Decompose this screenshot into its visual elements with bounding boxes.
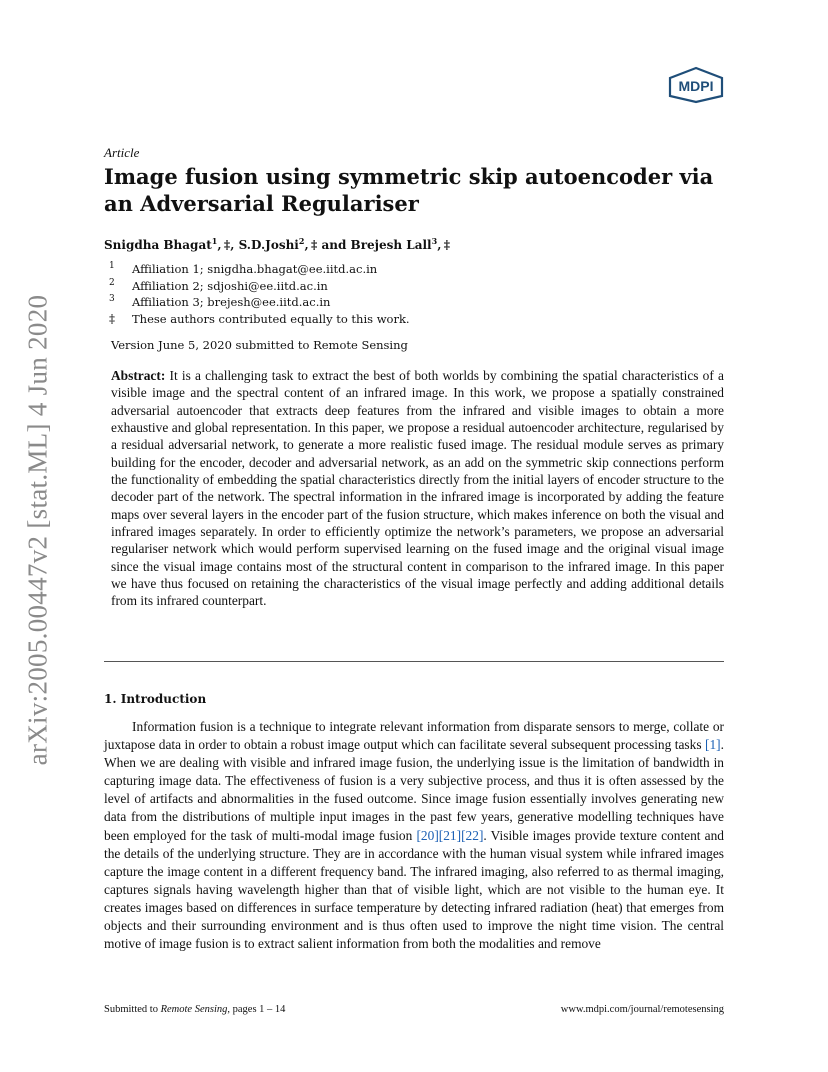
author-affil-number: 1 — [211, 236, 218, 246]
author-name: Snigdha Bhagat — [104, 238, 212, 252]
citation-link[interactable]: [1] — [705, 737, 721, 753]
paragraph-text: . Visible images provide texture content and the details of the underlying structure. They are in accordance with the human visual system while infrared images capture the image content in a different frequency band. The infrared imaging, also referred to as thermal imaging, captures signals having wavelength higher than that of visible light, which are not visible to the human eye. It creates images based on differences in surface temperature by detecting infrared radiation (heat) that emerges from objects and their surrounding environment and is thus often used to improve the night time vision. The central motive of image fusion is to extract salient information from both the modalities and remove — [104, 827, 725, 952]
citation-link[interactable]: [20] — [416, 827, 439, 843]
footer-submission-info — [104, 1004, 285, 1015]
author-affil-number: 2 — [298, 236, 305, 246]
author-name: S.D.Joshi — [238, 238, 299, 252]
mdpi-logo — [666, 66, 726, 104]
abstract — [111, 367, 724, 610]
footer-pages: , pages 1 – 14 — [227, 1004, 286, 1015]
affiliation-item — [104, 278, 410, 295]
author-separator: , ‡ — [437, 238, 451, 252]
paragraph-text: . When we are dealing with visible and infrared image fusion, the underlying issue is the limitation of bandwidth in capturing image data. The effectiveness of fusion is a very subjective process, and thus it is often assessed by the level of artifacts and abnormalities in the fused outcome. Since image fusion essentially involves generating new data from the distributions of multiple input images in the past few years, generative modelling techniques have been employed for the task of multi-modal image fusion — [104, 737, 724, 843]
svg-text:MDPI: MDPI — [678, 78, 714, 94]
affiliation-text: Affiliation 1; snigdha.bhagat@ee.iitd.ac.in — [132, 262, 378, 276]
footer-prefix: Submitted to — [104, 1004, 161, 1015]
affiliation-item — [104, 294, 410, 311]
author-separator: , ‡, — [217, 238, 239, 252]
affiliation-list — [104, 261, 410, 327]
footer-journal-url[interactable]: www.mdpi.com/journal/remotesensing — [560, 1004, 724, 1015]
arxiv-identifier-stamp: arXiv:2005.00447v2 [stat.ML] 4 Jun 2020 — [22, 294, 53, 766]
affiliation-marker: 1 — [109, 261, 115, 271]
citation-link[interactable]: [21] — [438, 827, 462, 843]
author-separator: , ‡ and — [304, 238, 351, 252]
section-divider — [104, 661, 724, 662]
abstract-label: Abstract: — [111, 368, 166, 383]
affiliation-marker: 3 — [109, 294, 115, 304]
affiliation-item — [104, 261, 410, 278]
introduction-paragraph — [104, 718, 724, 953]
equal-contribution-marker: ‡ — [109, 311, 115, 326]
abstract-text: It is a challenging task to extract the best of both worlds by combining the spatial characteristics of a visible image and the spectral content of an infrared image. In this work, we propose a spatially constrained adversarial autoencoder that extracts deep features from the infrared and visible images to obtain a more exhaustive and global representation. In this paper, we propose a residual autoencoder architecture, regularised by a residual adversarial network, to generate a more realistic fused image. The residual module serves as primary building for the encoder, decoder and adversarial network, as an add on the symmetric skip connections perform the functionality of embedding the spatial characteristics directly from the initial layers of encoder structure to the decoder part of the network. The spectral information in the infrared image is incorporated by adding the feature maps over several layers in the encoder part of the fusion structure, which makes inference on both the visual and infrared images separately. In order to efficiently optimize the network’s parameters, we propose an adversarial regulariser network which would perform supervised learning on the fused image and the original visual image since the visual image contains most of the structural content in comparison to the infrared image. In this paper we have thus focused on retaining the characteristics of the visual image perfectly and adding additional details from its infrared counterpart. — [111, 368, 724, 609]
version-note: Version June 5, 2020 submitted to Remote Sensing — [111, 338, 408, 352]
paper-title: Image fusion using symmetric skip autoencoder via an Adversarial Regulariser — [104, 164, 714, 216]
affiliation-text: Affiliation 3; brejesh@ee.iitd.ac.in — [132, 295, 331, 309]
citation-link[interactable]: [22] — [461, 827, 484, 843]
affiliation-marker: 2 — [109, 277, 115, 288]
author-list — [104, 236, 450, 252]
affiliation-text: Affiliation 2; sdjoshi@ee.iitd.ac.in — [132, 278, 328, 293]
footer-journal-name: Remote Sensing — [160, 1004, 228, 1015]
paragraph-text: Information fusion is a technique to integrate relevant information from disparate sensors to merge, collate or juxtapose data in order to obtain a robust image output which can facilitate several subsequent processing tasks — [104, 719, 724, 753]
section-heading: 1. Introduction — [104, 692, 207, 706]
article-type-label: Article — [104, 145, 140, 160]
affiliation-text: These authors contributed equally to this work. — [132, 311, 410, 326]
author-name: Brejesh Lall — [350, 238, 432, 252]
author-affil-number: 3 — [431, 236, 438, 246]
affiliation-item — [104, 311, 410, 328]
